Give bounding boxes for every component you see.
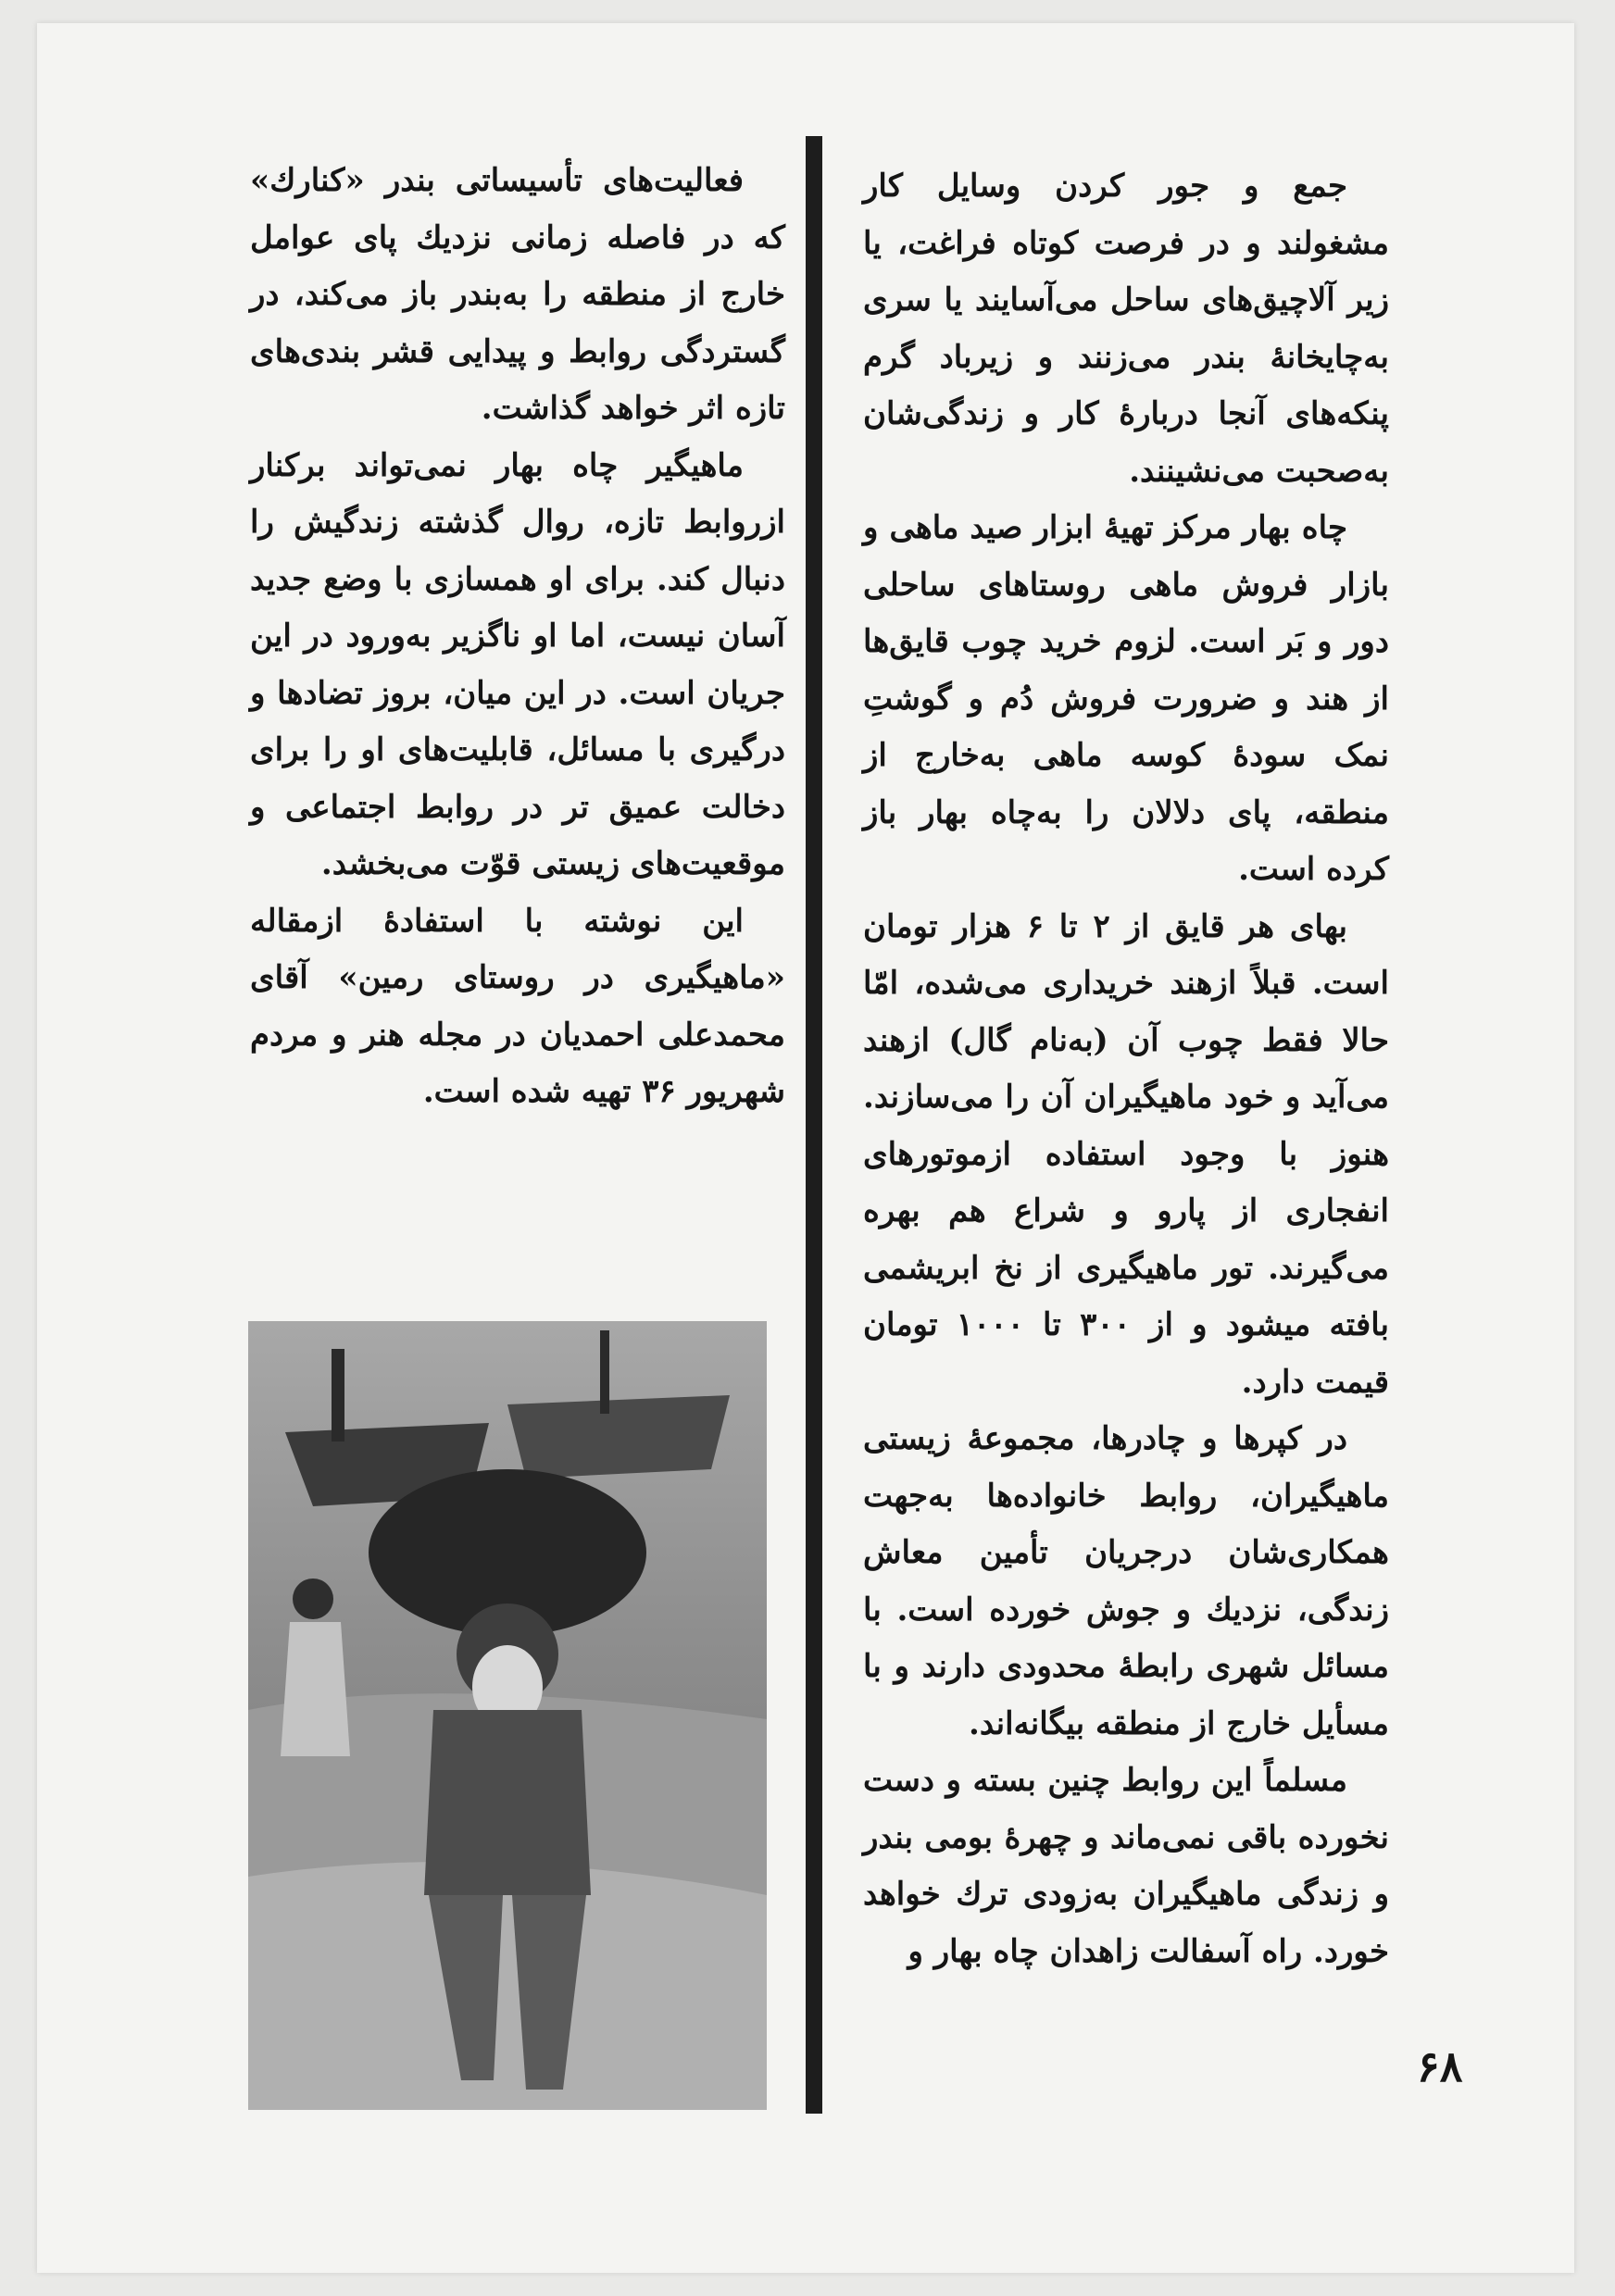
paragraph: چاه بهار مرکز تهیهٔ ابزار صید ماهی و بازار فروش ماهی روستاهای ساحلی دور و بَر است. لزوم خرید چوب قایق‌ها از هند و ضرورت فروش دُم و گوشتِ نمک سودهٔ کوسه ماهی به‌خارج از منطقه، پای دلالان را به‌چاه بهار باز کرده است. (863, 509, 1389, 888)
page-number: ۶۸ (1417, 2041, 1463, 2091)
column-divider (806, 136, 822, 2114)
paragraph: ماهیگیر چاه بهار نمی‌تواند برکنار ازروابط تازه، روال گذشته زندگیش را دنبال کند. برای او همسازی با وضع جدید آسان نیست، اما او ناگزیر به‌ورود در این جریان است. در این میان، بروز تضادها و درگیری با مسائل، قابلیت‌های او را برای دخالت عمیق تر در روابط اجتماعی و موقعیت‌های زیستی قوّت می‌بخشد. (250, 446, 785, 882)
paragraph: جمع و جور کردن وسایل کار مشغولند و در فرصت کوتاه فراغت، یا زیر آلاچیق‌های ساحل می‌آسایند یا سری به‌چایخانهٔ بندر می‌زنند و زیرباد گرم پنکه‌های آنجا دربارهٔ کار و زندگی‌شان به‌صحبت می‌نشینند. (863, 168, 1389, 490)
right-text-column (863, 158, 1389, 1980)
fisherman-photo (248, 1321, 767, 2110)
fisherman-photo-drawing (248, 1321, 767, 2110)
left-text-column (250, 153, 785, 1121)
magazine-page (37, 23, 1574, 2273)
paragraph: فعالیت‌های تأسیساتی بندر «کنارك» که در فاصله زمانی نزدیك پای عوامل خارج از منطقه را به‌بندر باز می‌کند، در گستردگی روابط و پیدایی قشر بندی‌های تازه اثر خواهد گذاشت. (250, 162, 785, 427)
paragraph: بهای هر قایق از ۲ تا ۶ هزار تومان است. قبلاً ازهند خریداری می‌شده، امّا حالا فقط چوب آن (به‌نام گال) ازهند می‌آید و خود ماهیگیران آن را می‌سازند. هنوز با وجود استفاده ازموتورهای انفجاری از پارو و شراع هم بهره می‌گیرند. تور ماهیگیری از نخ ابریشمی بافته میشود و از ۳۰۰ تا ۱۰۰۰ تومان قیمت دارد. (863, 907, 1390, 1401)
paragraph: مسلماً این روابط چنین بسته و دست نخورده باقی نمی‌ماند و چهرهٔ بومی بندر و زندگی ماهیگیران به‌زودی ترك خواهد خورد. راه آسفالت زاهدان چاه بهار و (863, 1762, 1389, 1970)
paragraph: این نوشته با استفادهٔ ازمقاله «ماهیگیری در روستای رمین» آقای محمدعلی احمدیان در مجله هنر و مردم شهریور ۳۶ تهیه شده است. (250, 902, 785, 1110)
paragraph: در کپرها و چادرها، مجموعهٔ زیستی ماهیگیران، روابط خانواده‌ها به‌جهت همکاری‌شان درجریان تأمین معاش زندگی، نزدیك و جوش خورده است. با مسائل شهری رابطهٔ محدودی دارند و با مسأیل خارج از منطقه بیگانه‌اند. (863, 1420, 1389, 1742)
